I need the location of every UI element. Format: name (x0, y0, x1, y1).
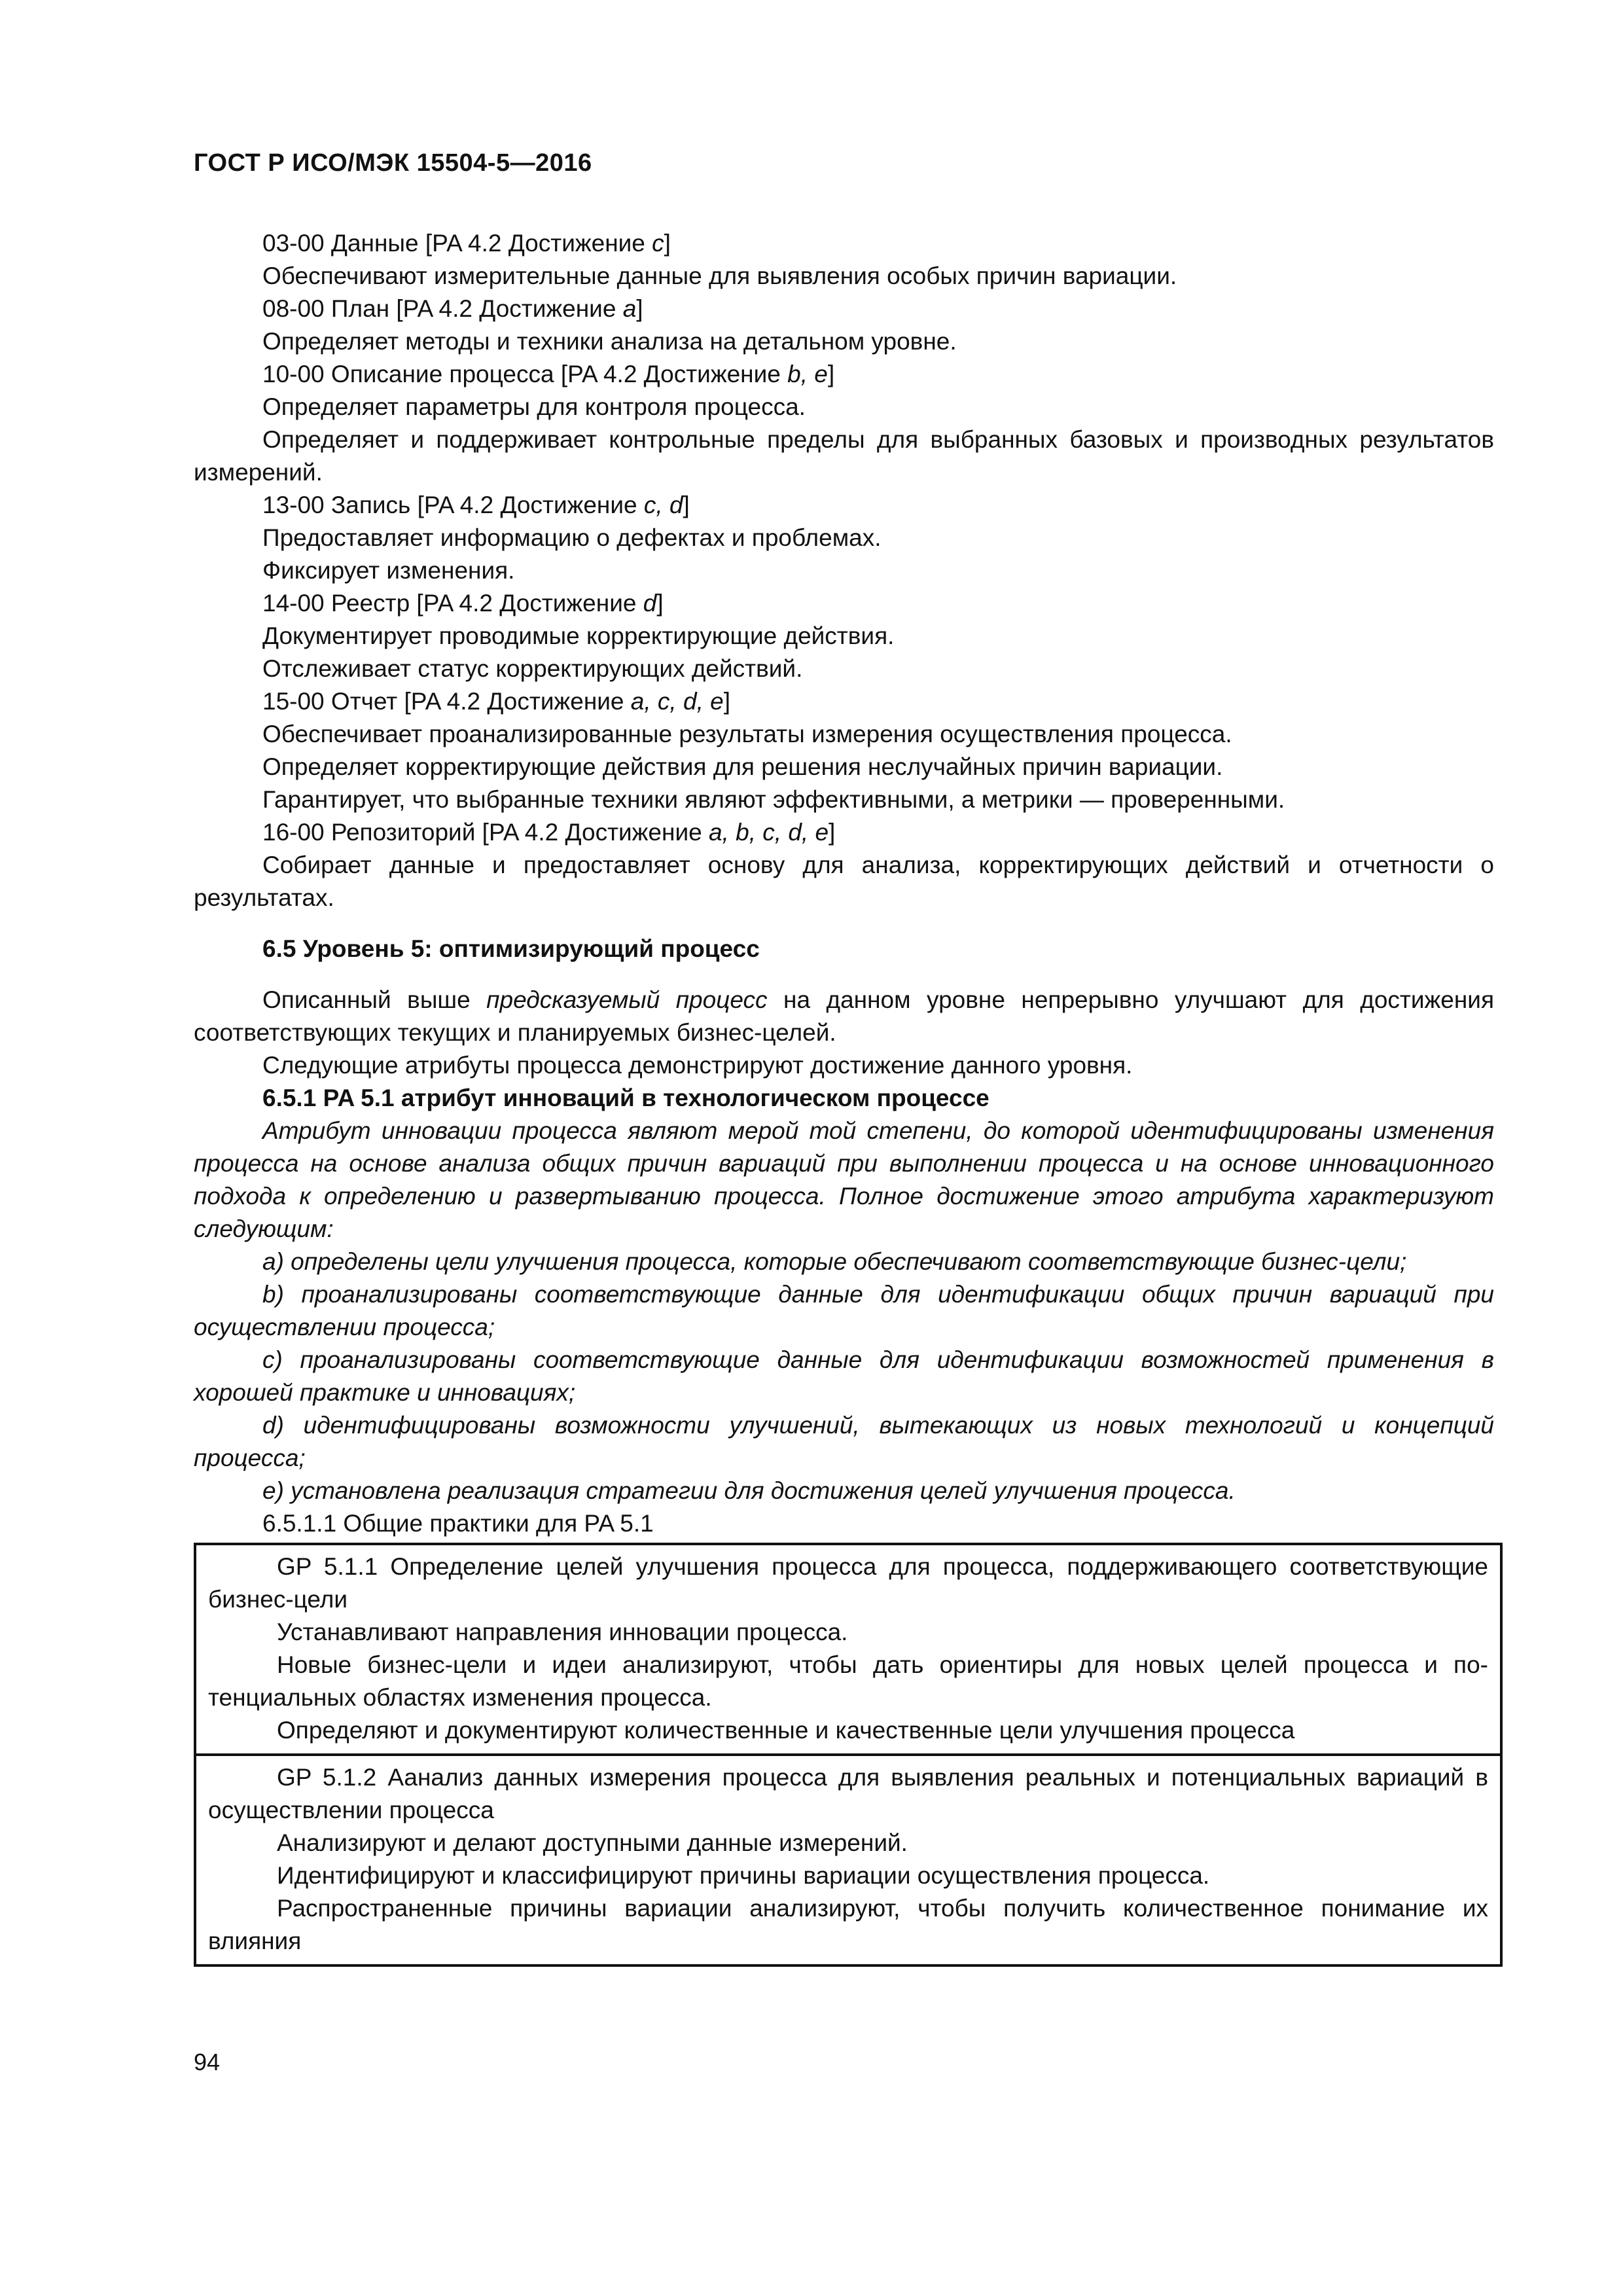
generic-practice-line: Определяют и документируют количественные и качественные цели улучшения процесса (277, 1717, 1295, 1744)
attribute-achievement-item: c) проанализированы соответствующие данные для идентификации возможностей применения в хорошей практике и инновациях; (194, 1346, 1494, 1406)
work-product-line: Гарантирует, что выбранные техники являют эффективными, а метрики — проверенными. (262, 786, 1285, 813)
work-product-line: Определяет методы и техники анализа на детальном уровне. (262, 328, 957, 355)
work-product-line: Определяет корректирующие действия для решения неслучайных причин вариации. (262, 753, 1223, 780)
work-product-title: 03-00 Данные [PA 4.2 Достижение c] (262, 230, 671, 257)
attribute-definition: Атрибут инновации процесса являют мерой той степени, до которой идентифицированы изменения процесса на основе анализа общих причин вариаций при выполнении процесса и на основе инновационного подхода к определению и развертыванию процесса. Полное достижение этого атрибута характеризуют следующим: (194, 1117, 1494, 1242)
section-6-5-paragraph: Следующие атрибуты процесса демонстрируют достижение данного уровня. (262, 1052, 1133, 1079)
generic-practices-table (194, 1543, 1503, 1967)
work-product-line: Собирает данные и предоставляет основу для анализа, корректирующих действий и отчетности о результатах. (194, 852, 1494, 911)
attribute-achievement-item: b) проанализированы соответствующие данные для идентификации общих причин вариаций при осуществлении процесса; (194, 1281, 1494, 1340)
page-content (194, 227, 1494, 1967)
section-6-5-1-1-subheading: 6.5.1.1 Общие практики для PA 5.1 (262, 1510, 654, 1537)
document-header: ГОСТ Р ИСО/МЭК 15504-5—2016 (194, 149, 592, 177)
work-product-line: Фиксирует изменения. (262, 557, 515, 584)
generic-practice-cell (196, 1753, 1500, 1964)
section-6-5-1-heading: 6.5.1 PA 5.1 атрибут инноваций в технологическом процессе (262, 1085, 990, 1111)
work-product-line: Определяет и поддерживает контрольные пределы для выбранных базовых и производных результатов измерений. (194, 426, 1494, 486)
work-product-title: 10-00 Описание процесса [PA 4.2 Достижение b, e] (262, 361, 835, 387)
section-6-5-heading: 6.5 Уровень 5: оптимизирующий процесс (262, 935, 760, 962)
generic-practice-title: GP 5.1.1 Определение целей улучшения процесса для процесса, поддерживающего соответствующие бизнес-цели (208, 1553, 1488, 1613)
work-product-title: 14-00 Реестр [PA 4.2 Достижение d] (262, 590, 664, 617)
work-product-line: Документирует проводимые корректирующие действия. (262, 622, 895, 649)
generic-practice-line: Идентифицируют и классифицируют причины вариации осуществления процесса. (277, 1862, 1210, 1889)
attribute-achievement-item: a) определены цели улучшения процесса, которые обеспечивают соответствующие бизнес-цели; (262, 1248, 1407, 1275)
generic-practice-title: GP 5.1.2 Аанализ данных измерения процесса для выявления реальных и потенциальных вариаций в осуществлении процесса (208, 1764, 1488, 1823)
attribute-achievement-item: e) установлена реализация стратегии для достижения целей улучшения процесса. (262, 1477, 1236, 1504)
work-product-line: Обеспечивают измерительные данные для выявления особых причин вариации. (262, 262, 1177, 289)
generic-practice-line: Распространенные причины вариации анализируют, чтобы получить количественное понимание их влияния (208, 1895, 1488, 1954)
generic-practice-line: Устанавливают направления инновации процесса. (277, 1619, 848, 1645)
work-product-title: 08-00 План [PA 4.2 Достижение a] (262, 295, 643, 322)
work-product-title: 15-00 Отчет [PA 4.2 Достижение a, c, d, e] (262, 688, 730, 715)
work-product-title: 13-00 Запись [PA 4.2 Достижение c, d] (262, 492, 690, 518)
generic-practice-line: Новые бизнес-цели и идеи анализируют, чтобы дать ориентиры для новых целей процесса и потенциальных областях изменения процесса. (208, 1651, 1488, 1711)
generic-practice-cell (196, 1545, 1500, 1753)
page-number: 94 (194, 2049, 221, 2075)
attribute-achievement-item: d) идентифицированы возможности улучшений, вытекающих из новых технологий и концепций процесса; (194, 1412, 1494, 1471)
work-product-title: 16-00 Репозиторий [PA 4.2 Достижение a, b, c, d, e] (262, 819, 836, 846)
work-product-line: Предоставляет информацию о дефектах и проблемах. (262, 524, 882, 551)
section-6-5-paragraph: Описанный выше предсказуемый процесс на данном уровне непрерывно улучшают для достижения соответствующих текущих и планируемых бизнес-целей. (194, 986, 1495, 1046)
work-products-list (194, 227, 1494, 914)
work-product-line: Определяет параметры для контроля процесса. (262, 393, 806, 420)
work-product-line: Отслеживает статус корректирующих действий. (262, 655, 803, 682)
work-product-line: Обеспечивает проанализированные результаты измерения осуществления процесса. (262, 721, 1232, 747)
generic-practice-line: Анализируют и делают доступными данные измерений. (277, 1829, 908, 1856)
